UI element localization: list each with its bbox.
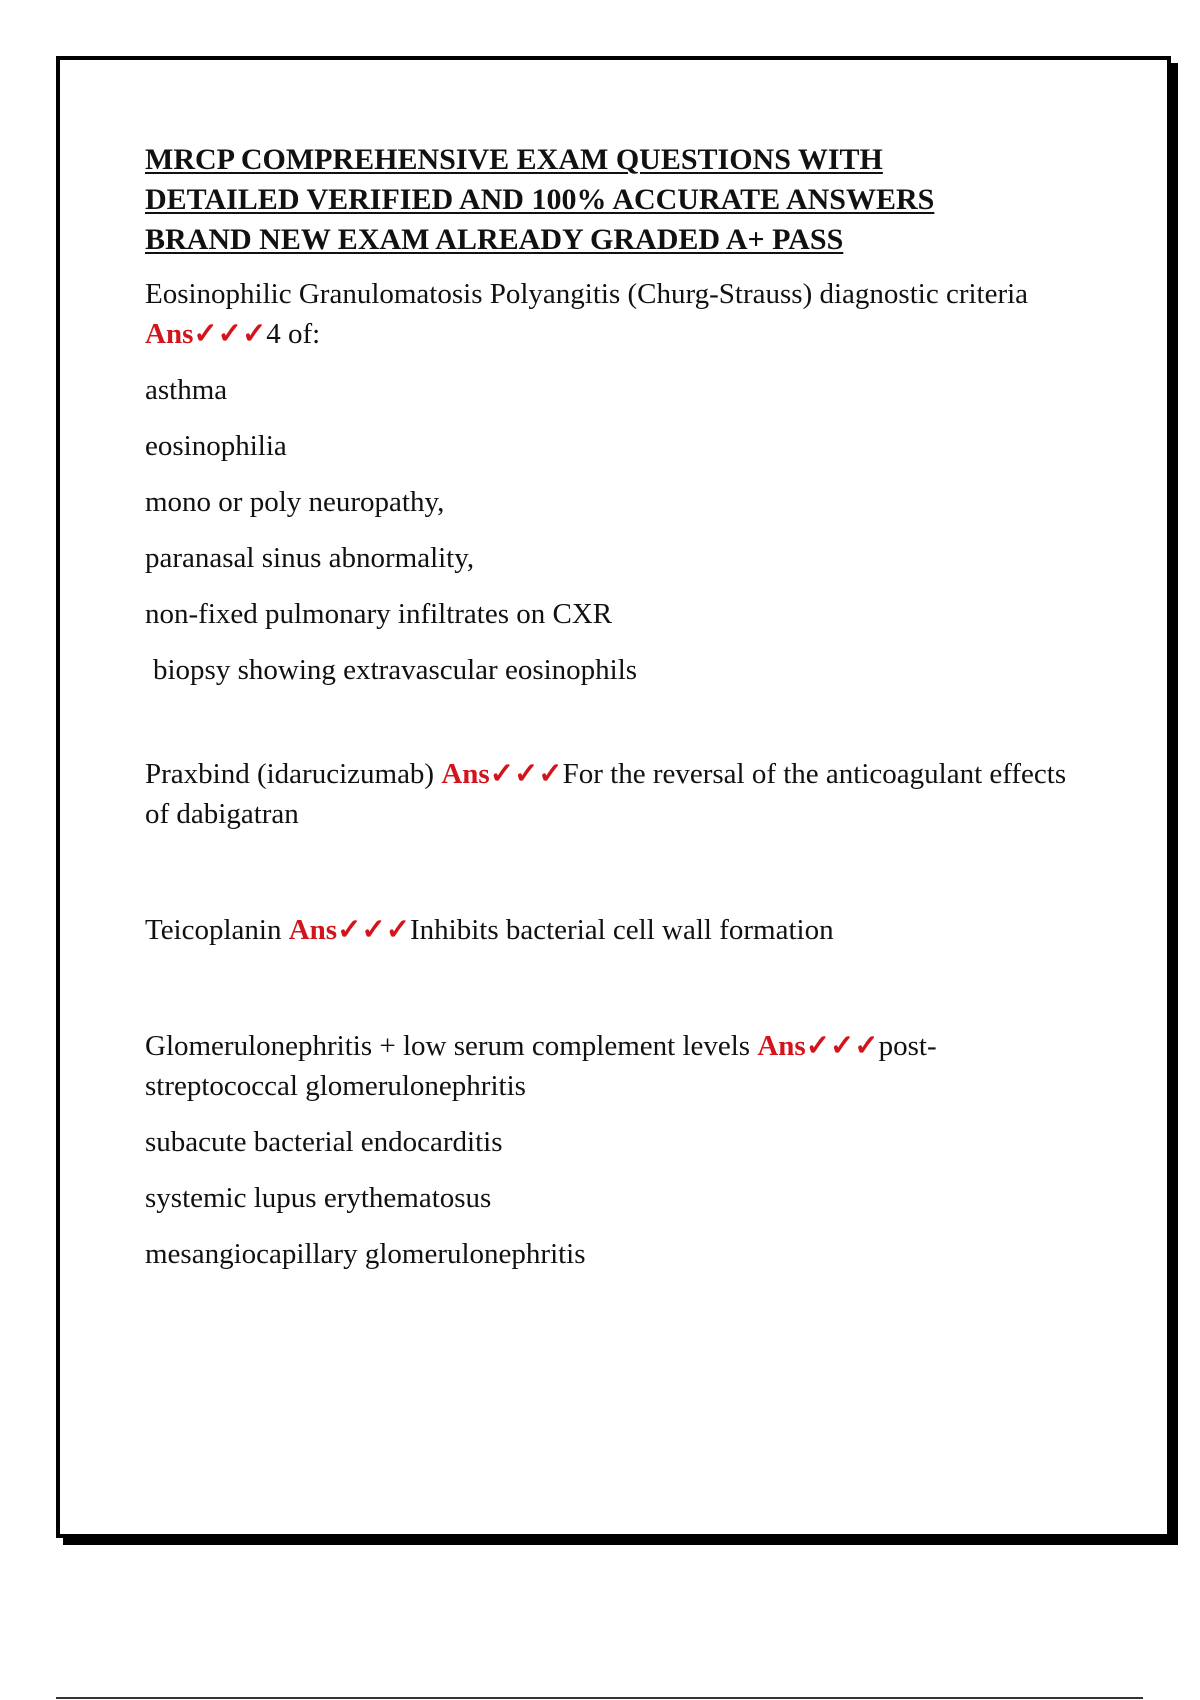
answer-3-text: Inhibits bacterial cell wall formation (410, 914, 834, 946)
footer-rule (56, 1697, 1143, 1699)
list-item: mesangiocapillary glomerulonephritis (145, 1238, 586, 1270)
question-block-2 (145, 754, 1075, 834)
question-2-text: Praxbind (idarucizumab) (145, 758, 442, 790)
answer-4-text: post-streptococcal glomerulonephritis (145, 1030, 937, 1102)
question-3-text: Teicoplanin (145, 914, 289, 946)
title-line-1: MRCP COMPREHENSIVE EXAM QUESTIONS WITH (145, 143, 883, 176)
list-item: subacute bacterial endocarditis (145, 1126, 503, 1158)
list-item: biopsy showing extravascular eosinophils (153, 654, 638, 686)
question-2 (145, 754, 1075, 834)
document-body (145, 140, 1075, 1274)
question-4 (145, 1026, 1075, 1106)
answer-1-text: 4 of: (266, 318, 321, 350)
question-1-text: Eosinophilic Granulomatosis Polyangitis (Churg-Strauss) diagnostic criteria (145, 278, 1029, 310)
list-item: systemic lupus erythematosus (145, 1182, 492, 1214)
list-item: paranasal sinus abnormality, (145, 542, 475, 574)
title-line-3: BRAND NEW EXAM ALREADY GRADED A+ PASS (145, 223, 844, 256)
spacer (145, 950, 1075, 1026)
document-title (145, 140, 1075, 260)
question-block-4 (145, 1026, 1075, 1274)
question-1 (145, 274, 1075, 354)
answer-marker: Ans✓✓✓ (288, 914, 410, 946)
list-item: non-fixed pulmonary infiltrates on CXR (145, 598, 613, 630)
answer-marker: Ans✓✓✓ (757, 1030, 879, 1062)
spacer (145, 834, 1075, 910)
title-line-2: DETAILED VERIFIED AND 100% ACCURATE ANSWERS (145, 183, 935, 216)
question-block-1 (145, 274, 1075, 690)
list-item: asthma (145, 374, 228, 406)
list-item: eosinophilia (145, 430, 287, 462)
question-3 (145, 910, 1075, 950)
list-item: mono or poly neuropathy, (145, 486, 445, 518)
answer-2-text: For the reversal of the anticoagulant effects of dabigatran (145, 758, 1067, 830)
answer-marker: Ans✓✓✓ (145, 318, 267, 350)
answer-marker: Ans✓✓✓ (441, 758, 563, 790)
spacer (145, 690, 1075, 754)
question-4-text: Glomerulonephritis + low serum complement levels (145, 1030, 758, 1062)
question-block-3 (145, 910, 1075, 950)
